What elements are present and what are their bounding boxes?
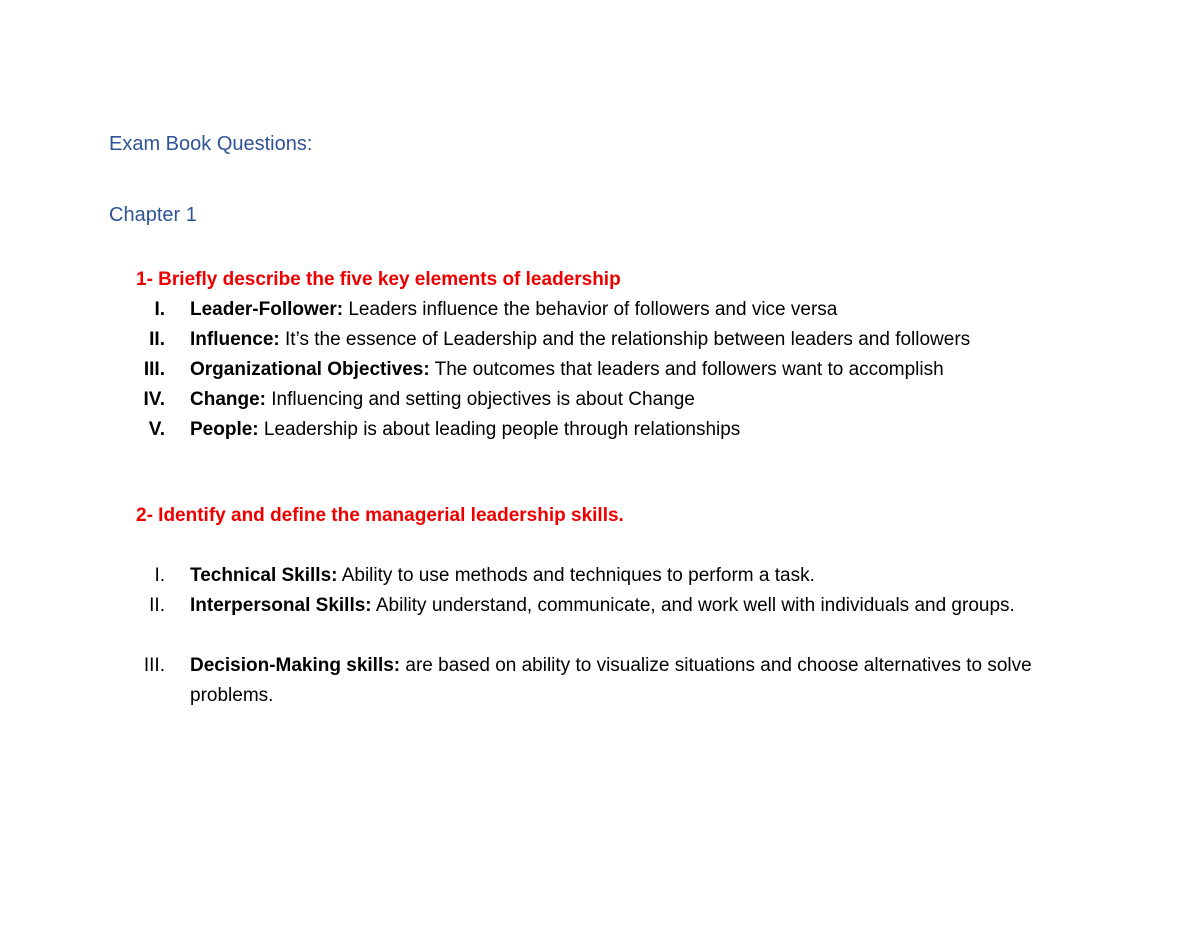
item-definition: are based on ability to visualize situations and choose alternatives to solve problems.	[190, 655, 1032, 706]
list-item-body	[190, 385, 1070, 415]
item-term: Leader-Follower:	[190, 299, 344, 320]
question-1: 1- Briefly describe the five key elements of leadership	[136, 269, 621, 290]
list-numeral: II.	[149, 595, 165, 616]
item-definition: Leadership is about leading people through relationships	[258, 419, 741, 440]
list-numeral: III.	[143, 359, 165, 380]
item-term: People:	[190, 419, 259, 440]
list-item-body	[190, 325, 1070, 355]
list-numeral: V.	[148, 419, 165, 440]
list-numeral: II.	[149, 329, 165, 350]
document-title: Exam Book Questions:	[109, 133, 313, 155]
question-2: 2- Identify and define the managerial leadership skills.	[136, 505, 624, 526]
list-item-body	[190, 561, 1070, 591]
list-item-body	[190, 591, 1070, 621]
item-term: Interpersonal Skills:	[190, 595, 372, 616]
item-term: Organizational Objectives:	[190, 359, 430, 380]
item-definition: Leaders influence the behavior of followers and vice versa	[343, 299, 838, 320]
item-definition: It’s the essence of Leadership and the relationship between leaders and followers	[279, 329, 971, 350]
chapter-heading: Chapter 1	[109, 204, 197, 226]
item-definition: Ability to use methods and techniques to perform a task.	[337, 565, 815, 586]
list-item-body	[190, 295, 1070, 325]
item-term: Decision-Making skills:	[190, 655, 401, 676]
item-term: Change:	[190, 389, 266, 410]
item-term: Influence:	[190, 329, 280, 350]
item-term: Technical Skills:	[190, 565, 338, 586]
item-definition: Influencing and setting objectives is about Change	[266, 389, 695, 410]
list-numeral: I.	[154, 299, 165, 320]
item-definition: Ability understand, communicate, and work well with individuals and groups.	[371, 595, 1015, 616]
list-numeral: III.	[143, 655, 165, 676]
list-numeral: I.	[154, 565, 165, 586]
list-numeral: IV.	[143, 389, 165, 410]
list-item-body	[190, 651, 1070, 711]
item-definition: The outcomes that leaders and followers want to accomplish	[429, 359, 944, 380]
list-item-body	[190, 355, 1070, 385]
list-item-body	[190, 415, 1070, 445]
